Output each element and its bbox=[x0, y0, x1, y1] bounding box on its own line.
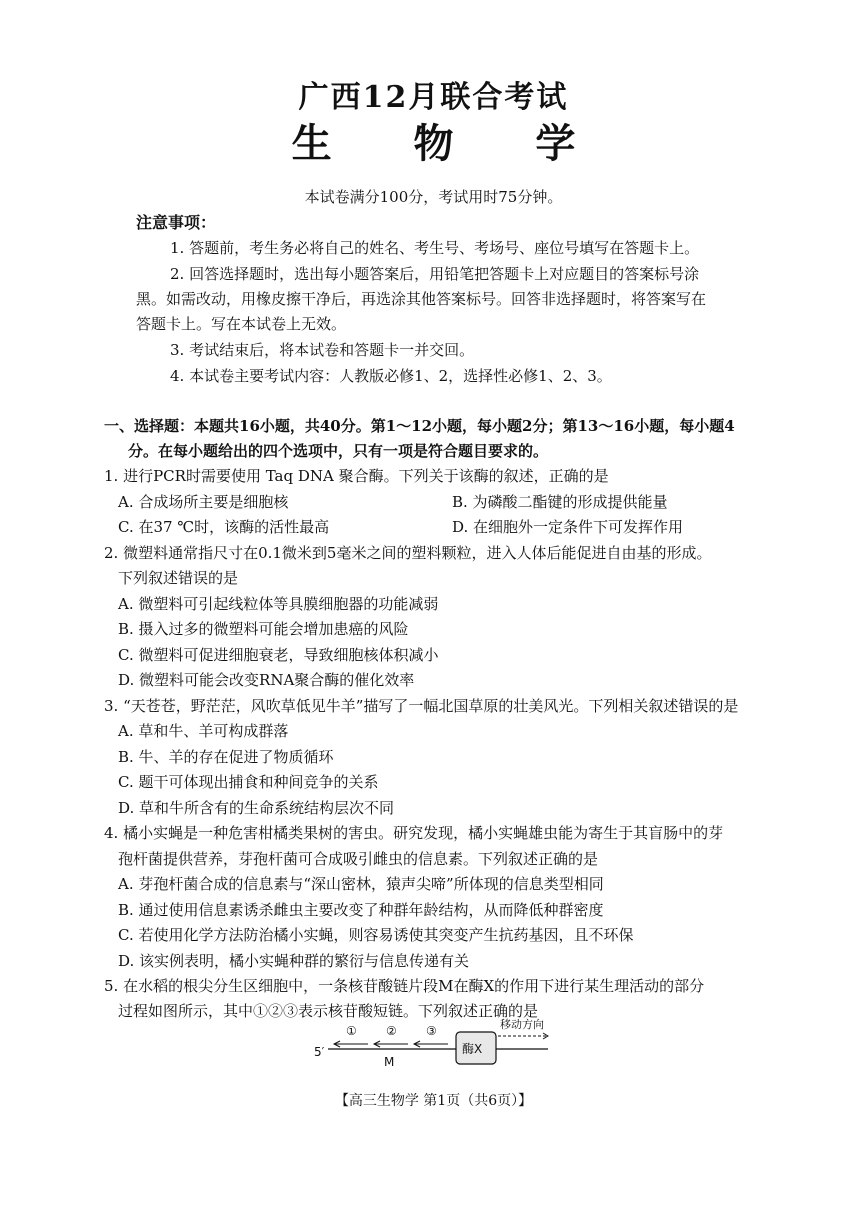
q3-option-d: D. 草和牛所含有的生命系统结构层次不同 bbox=[118, 799, 395, 817]
question-1-stem: 1. 进行PCR时需要使用 Taq DNA 聚合酶。下列关于该酶的叙述，正确的是 bbox=[104, 467, 609, 485]
q2-option-b: B. 摄入过多的微塑料可能会增加患癌的风险 bbox=[118, 620, 409, 638]
q4-option-c: C. 若使用化学方法防治橘小实蝇，则容易诱使其突变产生抗药基因，且不环保 bbox=[118, 926, 634, 944]
section-heading: 一、选择题：本题共16小题，共40分。第1～12小题，每小题2分；第13～16小题，每小题4 bbox=[104, 417, 735, 435]
label-5prime: 5′ bbox=[314, 1045, 325, 1059]
q2-option-c: C. 微塑料可促进细胞衰老，导致细胞核体积减小 bbox=[118, 646, 439, 664]
segment-label-3: ③ bbox=[426, 1024, 437, 1038]
q1-option-a: A. 合成场所主要是细胞核 bbox=[118, 493, 289, 511]
q4-option-b: B. 通过使用信息素诱杀雌虫主要改变了种群年龄结构，从而降低种群密度 bbox=[118, 901, 604, 919]
subject-title: 生 物 学 bbox=[291, 120, 610, 167]
enzyme-diagram bbox=[310, 1020, 560, 1080]
label-m: M bbox=[384, 1055, 395, 1069]
question-5-stem: 过程如图所示，其中①②③表示核苷酸短链。下列叙述正确的是 bbox=[118, 1002, 539, 1020]
page-footer: 【高三生物学 第1页（共6页）】 bbox=[334, 1093, 533, 1109]
direction-label: 移动方向 bbox=[500, 1018, 544, 1031]
section-heading: 分。在每小题给出的四个选项中，只有一项是符合题目要求的。 bbox=[128, 442, 549, 460]
q1-option-d: D. 在细胞外一定条件下可发挥作用 bbox=[452, 518, 684, 536]
q4-option-a: A. 芽孢杆菌合成的信息素与“深山密林，猿声尖啼”所体现的信息类型相同 bbox=[118, 875, 604, 893]
question-3-stem: 3. “天苍苍，野茫茫，风吹草低见牛羊”描写了一幅北国草原的壮美风光。下列相关叙述错误的是 bbox=[104, 697, 739, 715]
q3-option-a: A. 草和牛、羊可构成群落 bbox=[118, 722, 289, 740]
question-2-stem: 下列叙述错误的是 bbox=[118, 569, 239, 587]
notice-item: 1. 答题前，考生务必将自己的姓名、考生号、考场号、座位号填写在答题卡上。 bbox=[170, 239, 700, 257]
notice-item: 答题卡上。写在本试卷上无效。 bbox=[136, 315, 347, 333]
q2-option-a: A. 微塑料可引起线粒体等具膜细胞器的功能减弱 bbox=[118, 595, 439, 613]
notice-item: 3. 考试结束后，将本试卷和答题卡一并交回。 bbox=[170, 341, 475, 359]
question-2-stem: 2. 微塑料通常指尺寸在0.1微米到5毫米之间的塑料颗粒，进入人体后能促进自由基的形成。 bbox=[104, 544, 712, 562]
segment-label-1: ① bbox=[346, 1024, 357, 1038]
question-5-stem: 5. 在水稻的根尖分生区细胞中，一条核苷酸链片段M在酶X的作用下进行某生理活动的部分 bbox=[104, 977, 705, 995]
question-4-stem: 4. 橘小实蝇是一种危害柑橘类果树的害虫。研究发现，橘小实蝇雄虫能为寄生于其盲肠中的芽 bbox=[104, 824, 724, 842]
q1-option-c: C. 在37 ℃时，该酶的活性最高 bbox=[118, 518, 330, 536]
enzyme-x-label: 酶X bbox=[462, 1042, 483, 1056]
notice-item: 2. 回答选择题时，选出每小题答案后，用铅笔把答题卡上对应题目的答案标号涂 bbox=[170, 265, 700, 283]
q2-option-d: D. 微塑料可能会改变RNA聚合酶的催化效率 bbox=[118, 671, 415, 689]
notice-item: 4. 本试卷主要考试内容：人教版必修1、2，选择性必修1、2、3。 bbox=[170, 367, 612, 385]
question-4-stem: 孢杆菌提供营养，芽孢杆菌可合成吸引雌虫的信息素。下列叙述正确的是 bbox=[118, 850, 599, 868]
q1-option-b: B. 为磷酸二酯键的形成提供能量 bbox=[452, 493, 668, 511]
q3-option-c: C. 题干可体现出捕食和种间竞争的关系 bbox=[118, 773, 379, 791]
notice-title: 注意事项： bbox=[136, 213, 217, 232]
q4-option-d: D. 该实例表明，橘小实蝇种群的繁衍与信息传递有关 bbox=[118, 952, 470, 970]
segment-label-2: ② bbox=[386, 1024, 397, 1038]
exam-info: 本试卷满分100分，考试用时75分钟。 bbox=[304, 188, 563, 206]
notice-item: 黑。如需改动，用橡皮擦干净后，再选涂其他答案标号。回答非选择题时，将答案写在 bbox=[136, 290, 707, 308]
exam-title: 广西12月联合考试 bbox=[298, 80, 569, 115]
q3-option-b: B. 牛、羊的存在促进了物质循环 bbox=[118, 748, 334, 766]
